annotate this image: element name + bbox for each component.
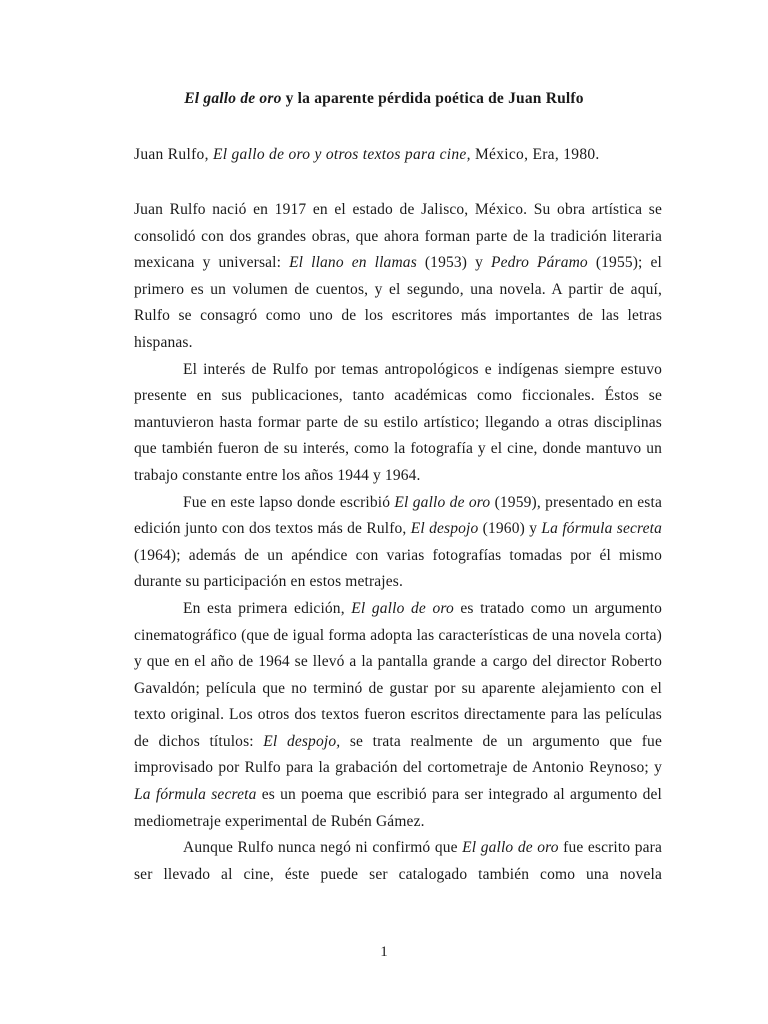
document-body xyxy=(134,197,662,888)
paragraph-4 xyxy=(134,596,662,835)
paragraph-1 xyxy=(134,197,662,357)
bibliographic-citation xyxy=(134,146,674,164)
paragraph-text: El interés de Rulfo por temas antropológicos e indígenas siempre estuvo presente en sus publicaciones, tanto académicas como ficcionales. Éstos se mantuvieron hasta formar parte de su estilo artístico; llegando a otras disciplinas que también fueron de su interés, como la fotografía y el cine, donde mantuvo un trabajo constante entre los años 1944 y 1964. xyxy=(134,360,662,484)
paragraph-5 xyxy=(134,835,662,888)
work-title: El despojo xyxy=(410,520,479,538)
work-title: El gallo de oro xyxy=(394,493,491,511)
paragraph-text: Aunque Rulfo nunca negó ni confirmó que xyxy=(183,839,463,857)
paragraph-2 xyxy=(134,357,662,490)
paragraph-text: es un poema que escribió para ser integrado al argumento del mediometraje experimental de Rubén Gámez. xyxy=(134,786,663,830)
paragraph-text: (1959), presentado en esta edición junto con dos textos más de Rulfo, xyxy=(134,493,662,538)
citation-work: El gallo de oro y otros textos para cine, xyxy=(212,146,471,163)
paragraph-text: (1964); además de un apéndice con varias fotografías tomadas por él mismo durante su participación en estos metrajes. xyxy=(134,546,662,591)
work-title: La fórmula secreta xyxy=(134,786,257,804)
title-italic-part: El gallo de oro xyxy=(184,90,282,107)
work-title: La fórmula secreta xyxy=(541,520,663,538)
paragraph-text: es tratado como un argumento cinematográfico (que de igual forma adopta las características de una novela corta) y que en el año de 1964 se llevó a la pantalla grande a cargo del director Roberto Gavaldón; película que no terminó de gustar por su aparente alejamiento con el texto original. Los otros dos textos fueron escritos directamente para las películas de dichos títulos: xyxy=(134,599,662,750)
paragraph-text: Fue en este lapso donde escribió xyxy=(183,493,395,511)
work-title: Pedro Páramo xyxy=(490,254,588,272)
work-title: El llano en llamas xyxy=(289,254,417,272)
paragraph-text: fue escrito para ser llevado al cine, éste puede ser catalogado también como una novela xyxy=(134,839,663,883)
paragraph-text: En esta primera edición, xyxy=(183,599,352,617)
paragraph-text: (1953) y xyxy=(416,254,491,272)
paragraph-text: Juan Rulfo nació en 1917 en el estado de Jalisco, México. Su obra artística se consolidó con dos grandes obras, que ahora forman parte de la tradición literaria mexicana y universal: xyxy=(134,201,662,272)
paragraph-text: se trata realmente de un argumento que fue improvisado por Rulfo para la grabación del cortometraje de Antonio Reynoso; y xyxy=(134,732,662,777)
title-rest: y la aparente pérdida poética de Juan Rulfo xyxy=(281,90,584,107)
work-title: El gallo de oro xyxy=(462,839,559,857)
document-title xyxy=(0,90,768,108)
paragraph-3 xyxy=(134,490,662,596)
page-number: 1 xyxy=(380,944,388,960)
work-title: El despojo, xyxy=(263,732,341,750)
citation-publication: México, Era, 1980. xyxy=(470,146,600,163)
paragraph-text: (1955); el primero es un volumen de cuentos, y el segundo, una novela. A partir de aquí, Rulfo se consagró como uno de los escritores más importantes de las letras hispanas. xyxy=(134,254,662,351)
work-title: El gallo de oro xyxy=(351,599,454,617)
paragraph-text: (1960) y xyxy=(478,520,542,538)
citation-author: Juan Rulfo, xyxy=(134,146,213,163)
